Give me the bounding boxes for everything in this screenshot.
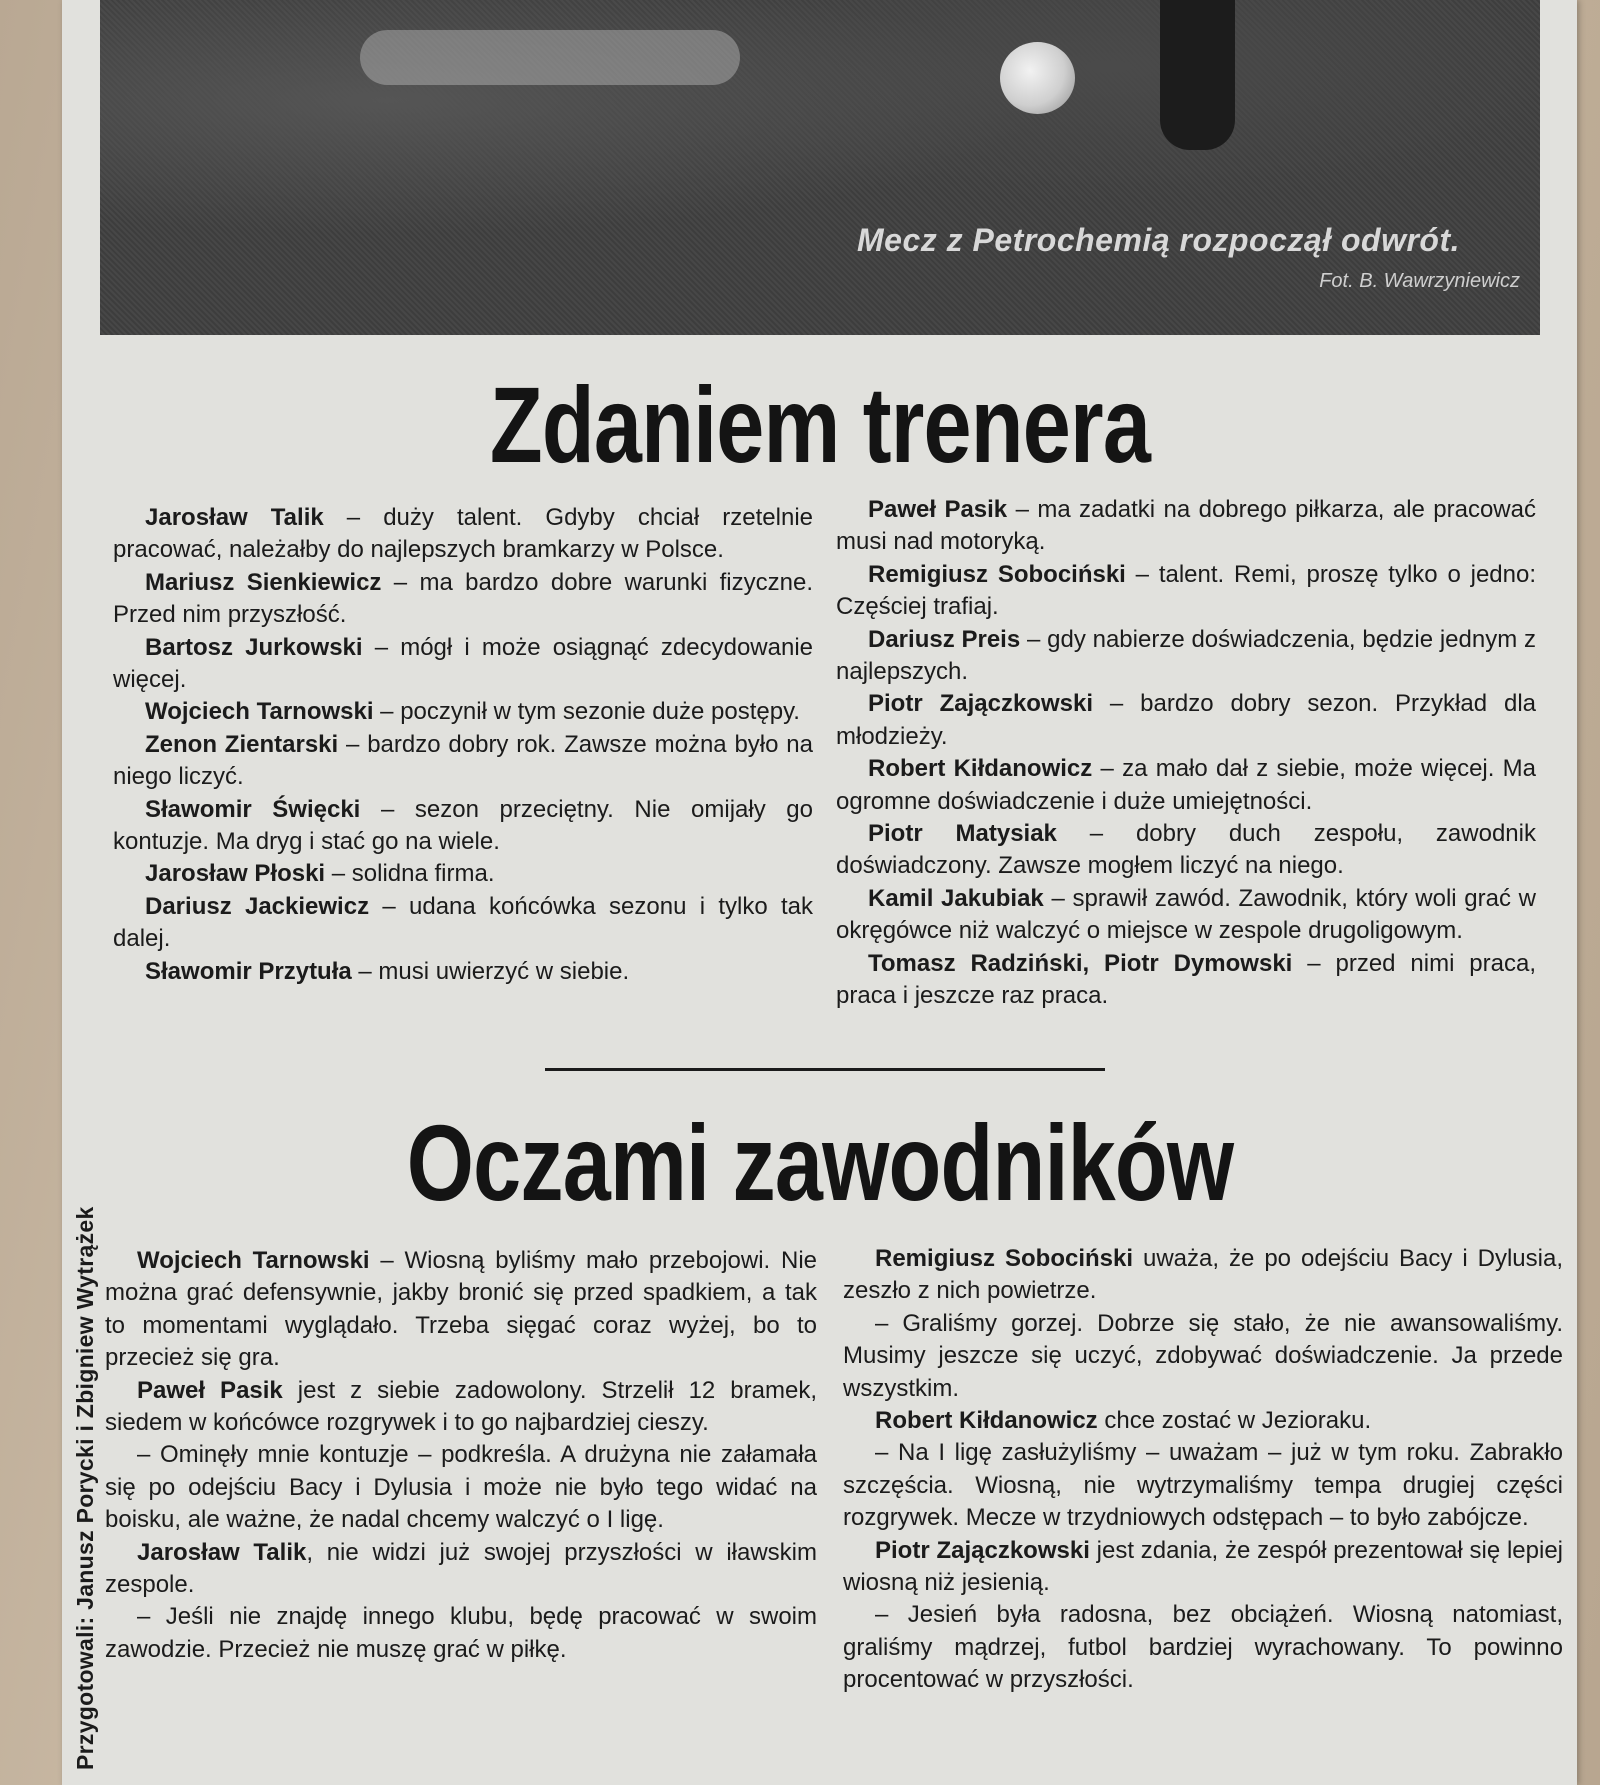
person-name: Sławomir Święcki <box>145 795 361 823</box>
paragraph-text: – dobry duch zespołu, zawodnik doświadczony. Zawsze mogłem liczyć na niego. <box>836 820 1536 880</box>
paragraph-text: – Jeśli nie znajdę innego klubu, będę pracować w swoim zawodzie. Przecież nie muszę grać w piłkę. <box>105 1603 817 1663</box>
person-name: Dariusz Preis <box>868 625 1021 653</box>
person-name: Jarosław Talik <box>137 1538 307 1566</box>
paragraph <box>113 502 813 567</box>
headline-players: Oczami zawodników <box>406 1102 1234 1223</box>
paragraph <box>113 858 813 890</box>
paragraph <box>843 1308 1563 1405</box>
person-name: Robert Kiłdanowicz <box>875 1407 1098 1435</box>
person-name: Jarosław Talik <box>145 504 324 531</box>
person-name: Sławomir Przytuła <box>145 957 352 985</box>
person-name: Tomasz Radziński, Piotr Dymowski <box>868 949 1293 977</box>
paragraph-text: – bardzo dobry rok. Zawsze można było na niego liczyć. <box>113 730 814 791</box>
headline-coach: Zdaniem trenera <box>489 364 1151 485</box>
paragraph-text: – sezon przeciętny. Nie omijały go kontuzje. Ma dryg i stać go na wiele. <box>113 795 814 856</box>
paragraph-text: – ma zadatki na dobrego piłkarza, ale pracować musi nad motoryką. <box>836 496 1536 556</box>
person-name: Wojciech Tarnowski <box>145 698 374 726</box>
paragraph <box>843 1437 1563 1534</box>
paragraph-text: – Wiosną byliśmy mało przebojowi. Nie można grać defensywnie, jakby bronić się przed spadkiem, a tak to momentami wyglądało. Trzeba sięgać coraz wyżej, bo to przecież się gra. <box>105 1247 817 1372</box>
paragraph-text: – gdy nabierze doświadczenia, będzie jednym z najlepszych. <box>836 625 1537 686</box>
person-name: Dariusz Jackiewicz <box>145 892 370 920</box>
paragraph <box>113 956 813 988</box>
players-column-left <box>105 1245 817 1666</box>
paragraph-text: – Ominęły mnie kontuzje – podkreśla. A drużyna nie załamała się po odejściu Bacy i Dylusia i może nie było tego widać na boisku, ale ważne, że nadal chcemy walczyć o I ligę. <box>105 1441 817 1534</box>
paragraph <box>105 1375 817 1440</box>
player-figure <box>360 30 740 85</box>
paragraph-text: – poczynił w tym sezonie duże postępy. <box>373 698 800 726</box>
paragraph <box>836 818 1536 883</box>
coach-column-right <box>836 494 1536 1013</box>
person-name: Mariusz Sienkiewicz <box>145 568 382 596</box>
paragraph-text: jest zdania, że zespół prezentował się lepiej wiosną niż jesienią. <box>843 1536 1564 1597</box>
paragraph <box>113 567 813 632</box>
paragraph-text: – duży talent. Gdyby chciał rzetelnie pracować, należałby do najlepszych bramkarzy w Polsce. <box>113 504 813 564</box>
paragraph <box>836 688 1536 753</box>
paragraph <box>113 794 813 859</box>
person-name: Wojciech Tarnowski <box>137 1247 370 1274</box>
person-name: Zenon Zientarski <box>145 730 339 758</box>
paragraph <box>105 1537 817 1602</box>
person-name: Piotr Zajączkowski <box>875 1536 1090 1564</box>
person-name: Piotr Zajączkowski <box>868 690 1093 718</box>
person-name: Piotr Matysiak <box>868 820 1057 848</box>
paragraph-text: – za mało dał z siebie, może więcej. Ma ogromne doświadczenie i duże umiejętności. <box>836 755 1536 815</box>
paragraph <box>105 1601 817 1666</box>
photo-credit: Fot. B. Wawrzyniewicz <box>1319 270 1520 292</box>
paragraph-text: – Jesień była radosna, bez obciążeń. Wiosną natomiast, graliśmy mądrzej, futbol bardziej wyrachowany. To powinno procentować w przyszłości. <box>843 1601 1563 1694</box>
paragraph <box>113 729 813 794</box>
paragraph-text: – bardzo dobry sezon. Przykład dla młodzieży. <box>836 690 1536 750</box>
paragraph-text: – solidna firma. <box>325 860 495 888</box>
paragraph-text: – mógł i może osiągnąć zdecydowanie więcej. <box>113 633 814 694</box>
paragraph <box>843 1599 1563 1696</box>
photo-caption: Mecz z Petrochemią rozpoczął odwrót. <box>857 222 1460 258</box>
person-name: Kamil Jakubiak <box>868 884 1044 912</box>
paragraph-text: – udana końcówka sezonu i tylko tak dalej. <box>113 892 813 953</box>
paragraph <box>843 1405 1563 1437</box>
byline: Przygotowali: Janusz Porycki i Zbigniew Wytrążek <box>72 1206 98 1770</box>
player-leg <box>1160 0 1235 150</box>
paragraph <box>836 948 1536 1013</box>
paragraph <box>113 632 813 697</box>
paragraph <box>113 891 813 956</box>
person-name: Paweł Pasik <box>868 496 1008 523</box>
paragraph-text: – Na I ligę zasłużyliśmy – uważam – już w tym roku. Zabrakło szczęścia. Wiosną, nie wytrzymaliśmy tempa drugiej części rozgrywek. Mecze w trzydniowych odstępach – to było zabójcze. <box>843 1439 1563 1532</box>
paragraph <box>836 624 1536 689</box>
paragraph-text: – sprawił zawód. Zawodnik, który woli grać w okręgówce niż walczyć o miejsce w zespole drugoligowym. <box>836 884 1537 945</box>
paragraph <box>836 494 1536 559</box>
paragraph-text: – ma bardzo dobre warunki fizyczne. Przed nim przyszłość. <box>113 568 813 629</box>
paragraph-text: – musi uwierzyć w siebie. <box>351 957 630 985</box>
paragraph <box>113 696 813 728</box>
paragraph <box>105 1439 817 1536</box>
paragraph <box>843 1535 1563 1600</box>
person-name: Paweł Pasik <box>137 1376 283 1404</box>
paragraph-text: jest z siebie zadowolony. Strzelił 12 bramek, siedem w końcówce rozgrywek i to go najbardziej cieszy. <box>105 1376 817 1437</box>
section-divider <box>545 1068 1105 1071</box>
paragraph-text: , nie widzi już swojej przyszłości w iławskim zespole. <box>105 1538 817 1599</box>
paragraph-text: chce zostać w Jezioraku. <box>1097 1407 1372 1435</box>
paragraph <box>105 1245 817 1375</box>
paragraph <box>836 883 1536 948</box>
person-name: Jarosław Płoski <box>145 860 326 888</box>
football-icon <box>1000 42 1075 114</box>
coach-column-left <box>113 502 813 988</box>
players-column-right <box>843 1243 1563 1697</box>
paragraph-text: – Graliśmy gorzej. Dobrze się stało, że nie awansowaliśmy. Musimy jeszcze się uczyć, zdobywać doświadczenie. Ja przede wszystkim. <box>843 1309 1563 1402</box>
paragraph-text: – talent. Remi, proszę tylko o jedno: Częściej trafiaj. <box>836 560 1536 621</box>
match-photo <box>100 0 1540 335</box>
person-name: Remigiusz Sobociński <box>868 560 1126 588</box>
paragraph-text: uważa, że po odejściu Bacy i Dylusia, zeszło z nich powietrze. <box>843 1245 1563 1305</box>
paragraph <box>843 1243 1563 1308</box>
paragraph-text: – przed nimi praca, praca i jeszcze raz praca. <box>836 949 1537 1010</box>
person-name: Robert Kiłdanowicz <box>868 755 1093 783</box>
paragraph <box>836 559 1536 624</box>
person-name: Bartosz Jurkowski <box>145 633 363 661</box>
person-name: Remigiusz Sobociński <box>875 1245 1134 1272</box>
paragraph <box>836 753 1536 818</box>
